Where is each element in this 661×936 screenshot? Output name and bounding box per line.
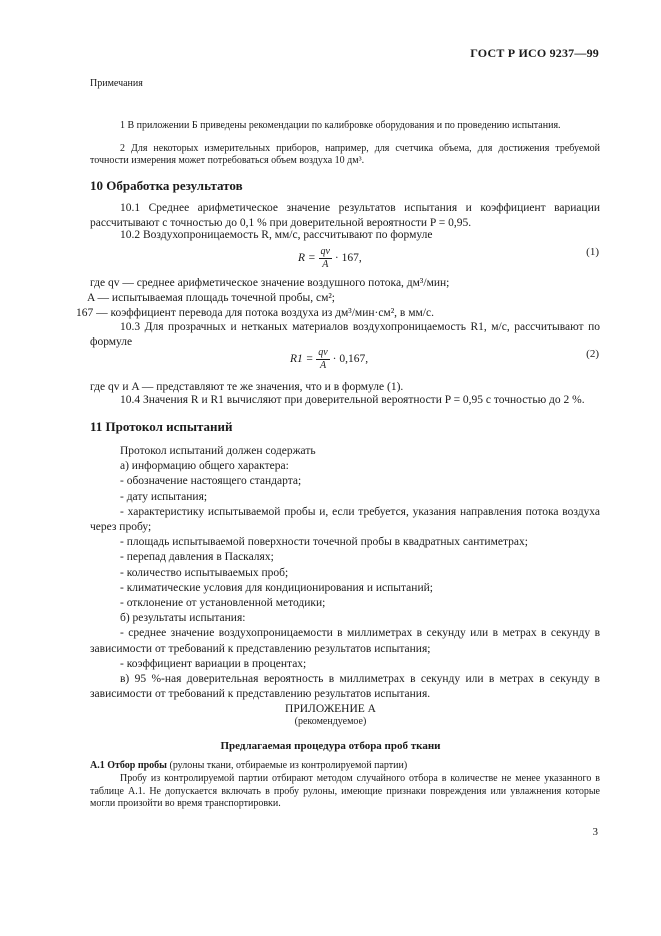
formula-2 (290, 347, 368, 372)
a1-label: А.1 Отбор пробы (90, 760, 167, 771)
formula-2-number: (2) (586, 348, 599, 360)
protocol-line: а) информацию общего характера: (120, 460, 289, 473)
formula-2-numerator: qv (318, 347, 328, 358)
protocol-line: - отклонение от установленной методики; (120, 597, 326, 610)
protocol-line: - коэффициент вариации в процентах; (120, 657, 307, 670)
appendix-subtitle: (рекомендуемое) (294, 716, 367, 727)
page-number: 3 (592, 826, 598, 838)
section-11-title: 11 Протокол испытаний (90, 419, 233, 434)
para-10-4: 10.4 Значения R и R1 вычисляют при доверительной вероятности P = 0,95 с точностью до 2 %. (120, 394, 585, 406)
protocol-list (90, 444, 600, 702)
formula-2-left: R1 = (290, 353, 314, 366)
para-10-3: 10.3 Для прозрачных и нетканых материалов воздухопроницаемость R1, м/с, рассчитывают по формуле (90, 321, 600, 348)
where-167: 167 — коэффициент перевода для потока воздуха из дм³/мин·см², в мм/с. (76, 307, 434, 319)
protocol-line: б) результаты испытания: (120, 612, 246, 625)
a1-line (90, 760, 600, 772)
section-10-title: 10 Обработка результатов (90, 178, 243, 193)
protocol-line: - среднее значение воздухопроницаемости в миллиметрах в секунду или в метрах в секунду в зависимости от требований к представлению результатов испытания; (90, 627, 600, 655)
formula-1-number: (1) (586, 246, 599, 258)
protocol-line: - характеристику испытываемой пробы и, если требуется, указания направления потока воздуха через пробу; (90, 505, 600, 534)
a1-text: Пробу из контролируемой партии отбирают методом случайного отбора в количестве не менее указанного в таблице А.1. Не допускается включать в пробу рулоны, имеющие признаки повреждения или увлажнения которые могли произойти во время транспортировки. (90, 773, 600, 809)
formula-2-right: · 0,167, (332, 353, 369, 366)
para-10-1: 10.1 Среднее арифметическое значение результатов испытания и коэффициент вариации рассчитывают с точностью до 0,1 % при доверительной вероятности P = 0,95. (90, 202, 600, 229)
notes-title: Примечания (90, 78, 143, 89)
formula-2-denominator: A (319, 360, 327, 371)
para-10-2: 10.2 Воздухопроницаемость R, мм/с, рассчитывают по формуле (120, 229, 433, 241)
formula-1-denominator: A (322, 259, 329, 270)
protocol-line: - дату испытания; (120, 490, 208, 503)
formula-2-fraction (316, 347, 329, 372)
where-same: где qv и A — представляют те же значения, что и в формуле (1). (90, 381, 404, 393)
note-2: 2 Для некоторых измерительных приборов, например, для счетчика объема, для достижения требуемой точности измерения может потребоваться объем воздуха 10 дм³. (90, 143, 600, 166)
formula-1 (298, 246, 362, 271)
where-a: A — испытываемая площадь точечной пробы, см²; (87, 292, 335, 304)
protocol-line: - количество испытываемых проб; (120, 566, 289, 579)
protocol-line: Протокол испытаний должен содержать (120, 445, 316, 457)
appendix-heading: Предлагаемая процедура отбора проб ткани (220, 740, 441, 752)
protocol-line: - обозначение настоящего стандарта; (120, 475, 302, 488)
formula-1-fraction (319, 246, 332, 271)
protocol-line: в) 95 %-ная доверительная вероятность в миллиметрах в секунду или в метрах в секунду в зависимости от требований к представлению результатов испытания. (90, 673, 600, 701)
appendix-title: ПРИЛОЖЕНИЕ А (285, 703, 376, 715)
where-qv: где qv — среднее арифметическое значение воздушного потока, дм³/мин; (90, 277, 450, 289)
note-1: 1 В приложении Б приведены рекомендации по калибровке оборудования и по проведению испытания. (120, 120, 561, 131)
formula-1-right: · 167, (334, 252, 362, 265)
formula-1-left: R = (298, 252, 316, 265)
standard-header: ГОСТ Р ИСО 9237—99 (470, 46, 599, 60)
protocol-line: - климатические условия для кондиционирования и испытаний; (120, 581, 433, 594)
formula-1-numerator: qv (320, 246, 330, 257)
protocol-line: - перепад давления в Паскалях; (120, 551, 274, 564)
a1-caption: (рулоны ткани, отбираемые из контролируемой партии) (169, 760, 408, 771)
protocol-line: - площадь испытываемой поверхности точечной пробы в квадратных сантиметрах; (120, 536, 528, 549)
